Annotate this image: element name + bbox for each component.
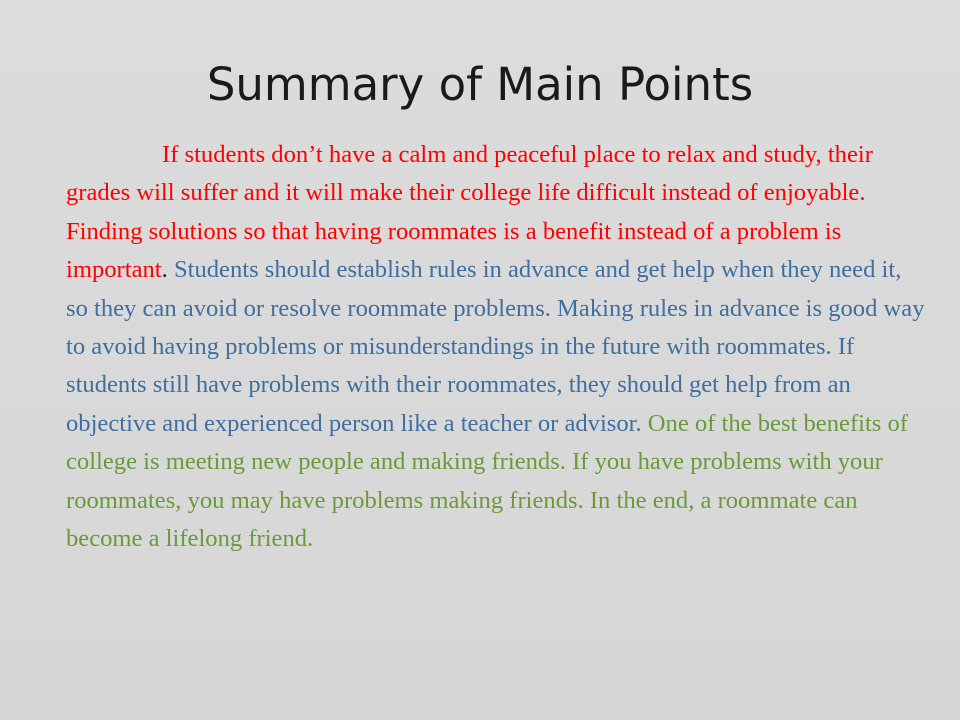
summary-paragraph bbox=[66, 136, 928, 558]
slide-title: Summary of Main Points bbox=[206, 58, 754, 111]
summary-blue-text: Students should establish rules in advance and get help when they need it, so they can avoid or resolve roommate problems. Making rules in advance is good way to avoid having problems or misunderstandings in the future with roommates. If students still have problems with their roommates, they should get help from an objective and experienced person like a teacher or advisor. bbox=[66, 256, 925, 437]
summary-red-text: If students don’t have a calm and peaceful place to relax and study, their grades will suffer and it will make their college life difficult instead of enjoyable. Finding solutions so that having roommates is a benefit instead of a problem is important bbox=[66, 141, 873, 284]
summary-red-period: . bbox=[161, 256, 174, 284]
summary-green-text: One of the best benefits of college is meeting new people and making friends. If you have problems with your roommates, you may have problems making friends. In the end, a roommate can become a lifelong friend. bbox=[66, 409, 909, 553]
